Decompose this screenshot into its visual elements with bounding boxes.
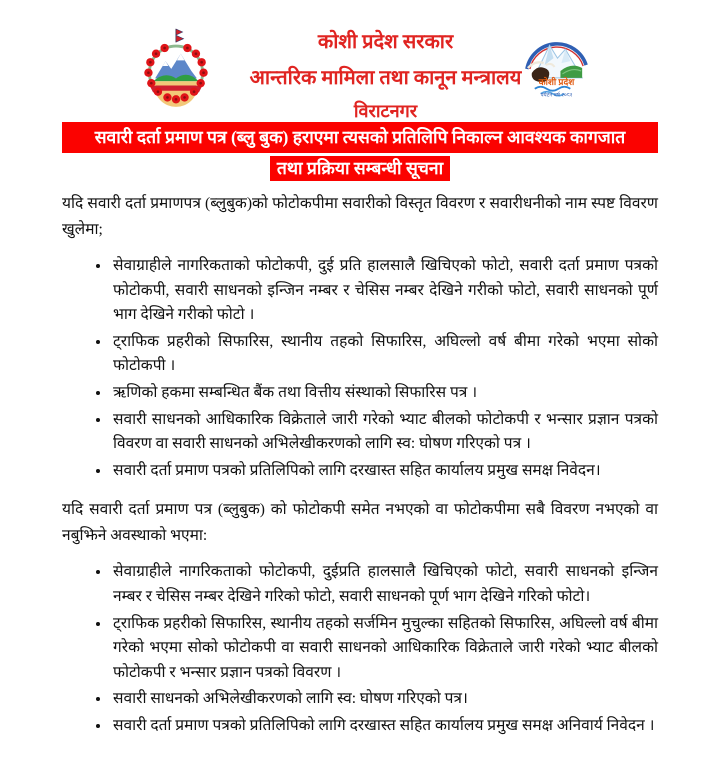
section1-intro: यदि सवारी दर्ता प्रमाणपत्र (ब्लुबुक)को फोटोकपीमा सवारीको विस्तृत विवरण र सवारीधनीको नाम स्पष्ट विवरण खुलेमा; (62, 195, 658, 238)
notice-banner-line1: सवारी दर्ता प्रमाण पत्र (ब्लु बुक) हराएमा त्यसको प्रतिलिपि निकाल्न आवश्यक कागजात (62, 122, 658, 153)
notice-banner-line2-wrap (62, 156, 658, 181)
document-header (0, 0, 719, 122)
list-item: • ट्राफिक प्रहरीको सिफारिस, स्थानीय तहको सिफारिस, अघिल्लो वर्ष बीमा गरेको भएमा सोको फोटोकपी । (111, 330, 658, 379)
list-item: • सेवाग्राहीले नागरिकताको फोटोकपी, दुईप्रति हालसालै खिचिएको फोटो, सवारी साधनको इन्जिन नम्बर र चेसिस नम्बर देखिने गरिको फोटो, सवारी साधनको पूर्ण भाग देखिने गरिको फोटो। (111, 560, 658, 609)
list-item: • ऋणिको हकमा सम्बन्धित बैंक तथा वित्तीय संस्थाको सिफारिस पत्र । (111, 381, 658, 406)
city-name: विराटनगर (353, 101, 418, 121)
section1-list (62, 254, 658, 483)
koshi-province-logo-icon (519, 33, 594, 105)
section2-list (62, 560, 658, 738)
header-title-block (52, 30, 719, 122)
government-name: कोशी प्रदेश सरकार (317, 31, 454, 53)
list-item: • सेवाग्राहीले नागरिकताको फोटोकपी, दुई प्रति हालसालै खिचिएको फोटो, सवारी दर्ता प्रमाण पत्रको फोटोकपी, सवारी साधनको इन्जिन नम्बर र चेसिस नम्बर देखिने गरीको फोटो, सवारी साधनको पूर्ण भाग देखिने गरीको फोटो । (111, 254, 658, 328)
list-item: • सवारी दर्ता प्रमाण पत्रको प्रतिलिपिको लागि दरखास्त सहित कार्यालय प्रमुख समक्ष निवेदन। (111, 459, 658, 484)
ministry-name: आन्तरिक मामिला तथा कानून मन्त्रालय (249, 67, 522, 89)
notice-banner (62, 122, 658, 181)
list-item: • सवारी साधनको आधिकारिक विक्रेताले जारी गरेको भ्याट बीलको फोटोकपी र भन्सार प्रज्ञान पत्रको विवरण वा सवारी साधनको अभिलेखीकरणको लागि स्व: घोषण गरिएको पत्र । (111, 408, 658, 457)
list-item: • ट्राफिक प्रहरीको सिफारिस, स्थानीय तहको सर्जमिन मुचुल्का सहितको सिफारिस, अघिल्लो वर्ष बीमा गरेको भएमा सोको फोटोकपी वा सवारी साधनको आधिकारिक विक्रेताले जारी गरेको भ्याट बीलको फोटोकपी र भन्सार प्रज्ञान पत्रको विवरण । (111, 612, 658, 686)
notice-banner-line2: तथा प्रक्रिया सम्बन्धी सूचना (270, 156, 450, 181)
list-item: • सवारी साधनको अभिलेखीकरणको लागि स्व: घोषण गरिएको पत्र। (111, 687, 658, 712)
koshi-logo-subtitle: पर्यटन वर्ष २०८२ (540, 92, 573, 99)
list-item: • सवारी दर्ता प्रमाण पत्रको प्रतिलिपिको लागि दरखास्त सहित कार्यालय प्रमुख समक्ष अनिवार्य निवेदन । (111, 714, 658, 739)
section2-intro: यदि सवारी दर्ता प्रमाण पत्र (ब्लुबुक) को फोटोकपी समेत नभएको वा फोटोकपीमा सबै विवरण नभएको वा नबुझिने अवस्थाको भएमा: (62, 501, 658, 544)
koshi-logo-title: कोशी प्रदेश (538, 76, 575, 87)
document-body (0, 122, 719, 739)
